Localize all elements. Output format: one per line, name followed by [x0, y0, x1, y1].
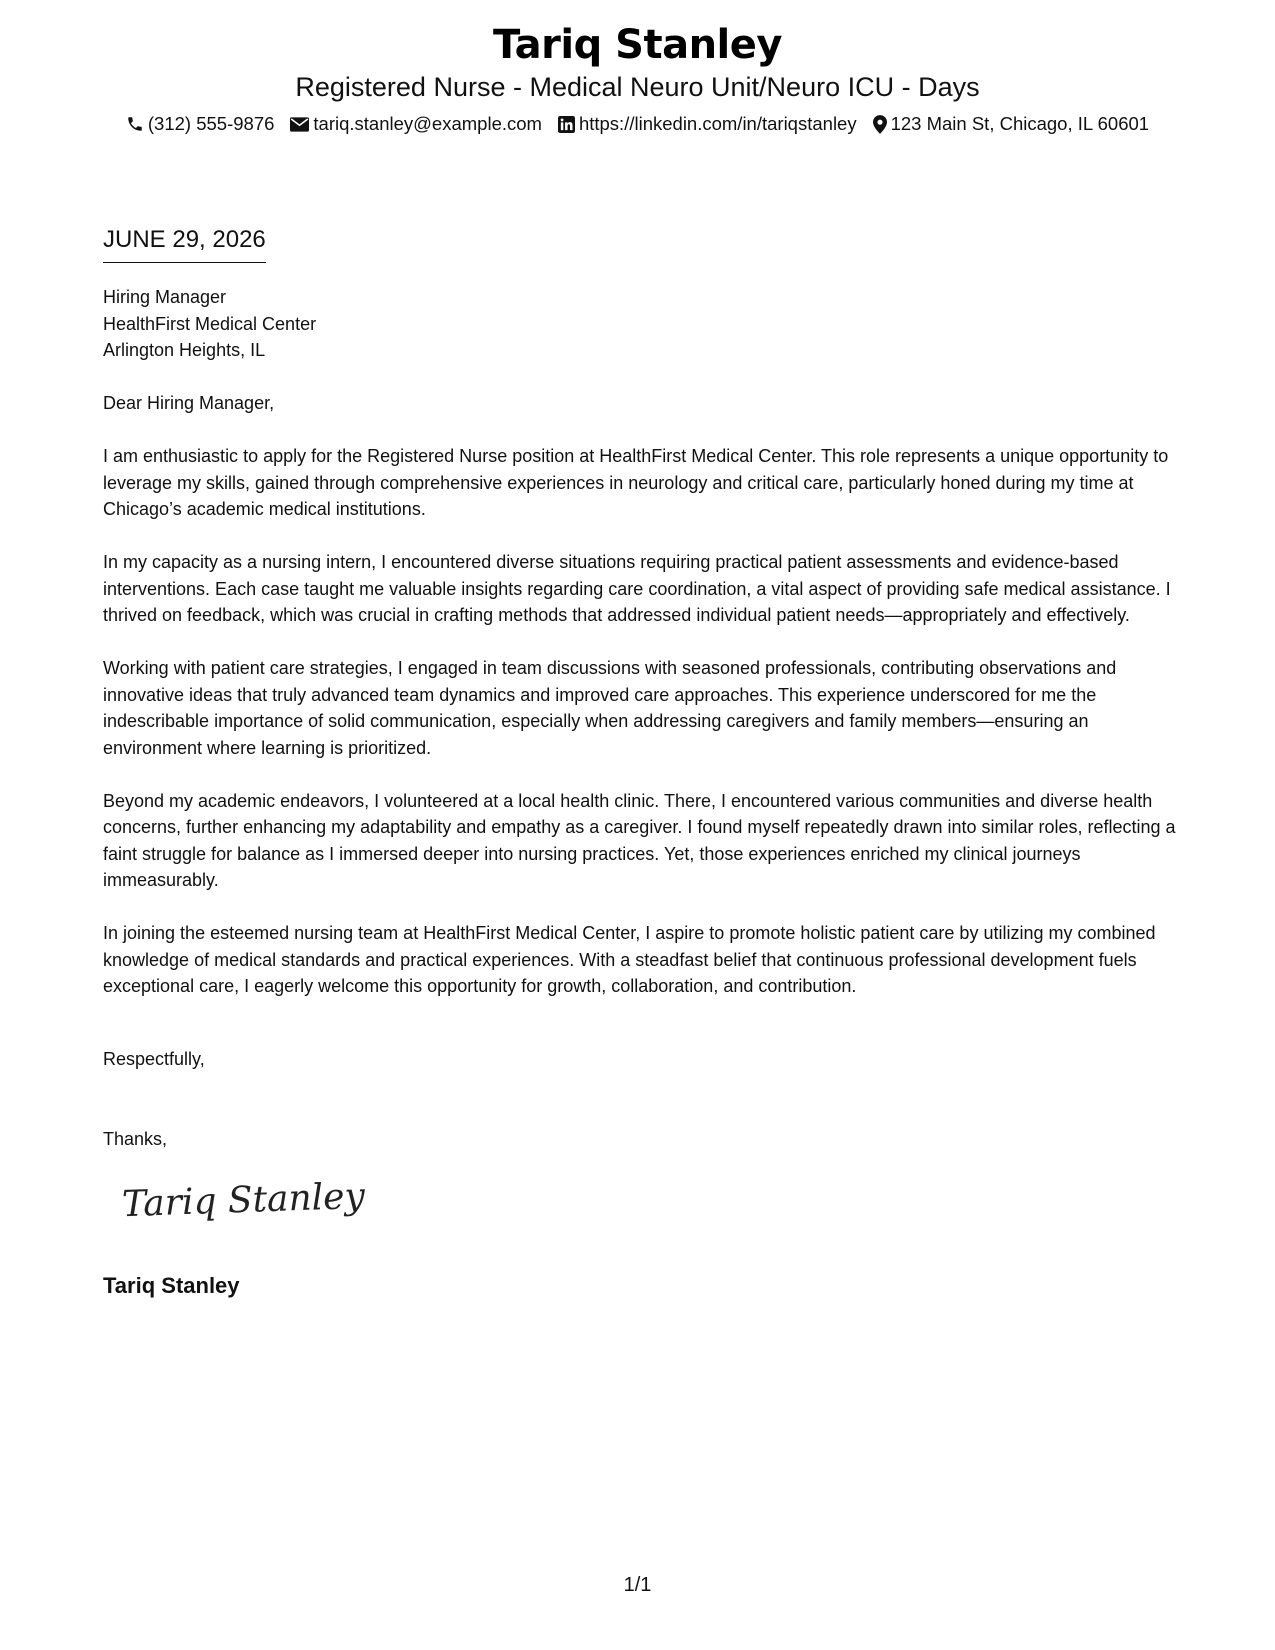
contact-address — [873, 113, 1150, 135]
contact-bar — [0, 113, 1275, 135]
closing: Respectfully, — [103, 1049, 205, 1069]
address-text: 123 Main St, Chicago, IL 60601 — [890, 113, 1150, 134]
salutation: Dear Hiring Manager, — [103, 393, 275, 413]
email-text: tariq.stanley@example.com — [313, 113, 542, 134]
linkedin-text: https://linkedin.com/in/tariqstanley — [578, 113, 857, 134]
recipient-title: Hiring Manager — [103, 287, 227, 307]
map-marker-icon — [873, 115, 887, 134]
recipient-block — [103, 284, 316, 364]
linkedin-icon — [558, 116, 575, 133]
job-title: Registered Nurse - Medical Neuro Unit/Neuro ICU - Days — [295, 72, 980, 102]
recipient-location: Arlington Heights, IL — [103, 340, 266, 360]
contact-email[interactable] — [290, 113, 542, 135]
contact-linkedin[interactable] — [558, 113, 857, 135]
body-paragraph-3: Working with patient care strategies, I engaged in team discussions with seasoned professionals, contributing observations and innovative ideas that truly advanced team dynamics and improved care approaches. This experience underscored for me the indescribable importance of solid communication, especially when addressing caregivers and family members—ensuring an environment where learning is prioritized. — [103, 658, 1117, 758]
body-paragraph-4: Beyond my academic endeavors, I volunteered at a local health clinic. There, I encountered various communities and diverse health concerns, further enhancing my adaptability and empathy as a caregiver. I found myself repeatedly drawn into similar roles, reflecting a faint struggle for balance as I immersed deeper into nursing practices. Yet, those experiences enriched my clinical journeys immeasurably. — [103, 790, 1176, 890]
body-paragraph-2: In my capacity as a nursing intern, I encountered diverse situations requiring practical patient assessments and evidence-based interventions. Each case taught me valuable insights regarding care coordination, a vital aspect of providing safe medical assistance. I thrived on feedback, which was crucial in crafting methods that addressed individual patient needs—appropriately and effectively. — [103, 552, 1171, 625]
envelope-icon — [290, 117, 309, 132]
letter-body — [103, 390, 1178, 1026]
applicant-name: Tariq Stanley — [493, 22, 782, 68]
signer-name: Tariq Stanley — [103, 1273, 240, 1298]
body-paragraph-5: In joining the esteemed nursing team at HealthFirst Medical Center, I aspire to promote holistic patient care by utilizing my combined knowledge of medical standards and practical experiences. With a steadfast belief that continuous professional development fuels exceptional care, I eagerly welcome this opportunity for growth, collaboration, and contribution. — [103, 923, 1156, 996]
contact-phone[interactable] — [126, 113, 275, 135]
thanks-line: Thanks, — [103, 1129, 168, 1149]
phone-text: (312) 555-9876 — [147, 113, 275, 134]
handwritten-signature: Tariq Stanley — [121, 1175, 366, 1226]
phone-icon — [126, 115, 144, 133]
recipient-organization: HealthFirst Medical Center — [103, 313, 317, 334]
body-paragraph-1: I am enthusiastic to apply for the Registered Nurse position at HealthFirst Medical Center. This role represents a unique opportunity to leverage my skills, gained through comprehensive experiences in neurology and critical care, particularly honed during my time at Chicago’s academic medical institutions. — [103, 446, 1169, 519]
page-number: 1/1 — [623, 1574, 652, 1596]
letter-date: JUNE 29, 2026 — [103, 226, 266, 263]
